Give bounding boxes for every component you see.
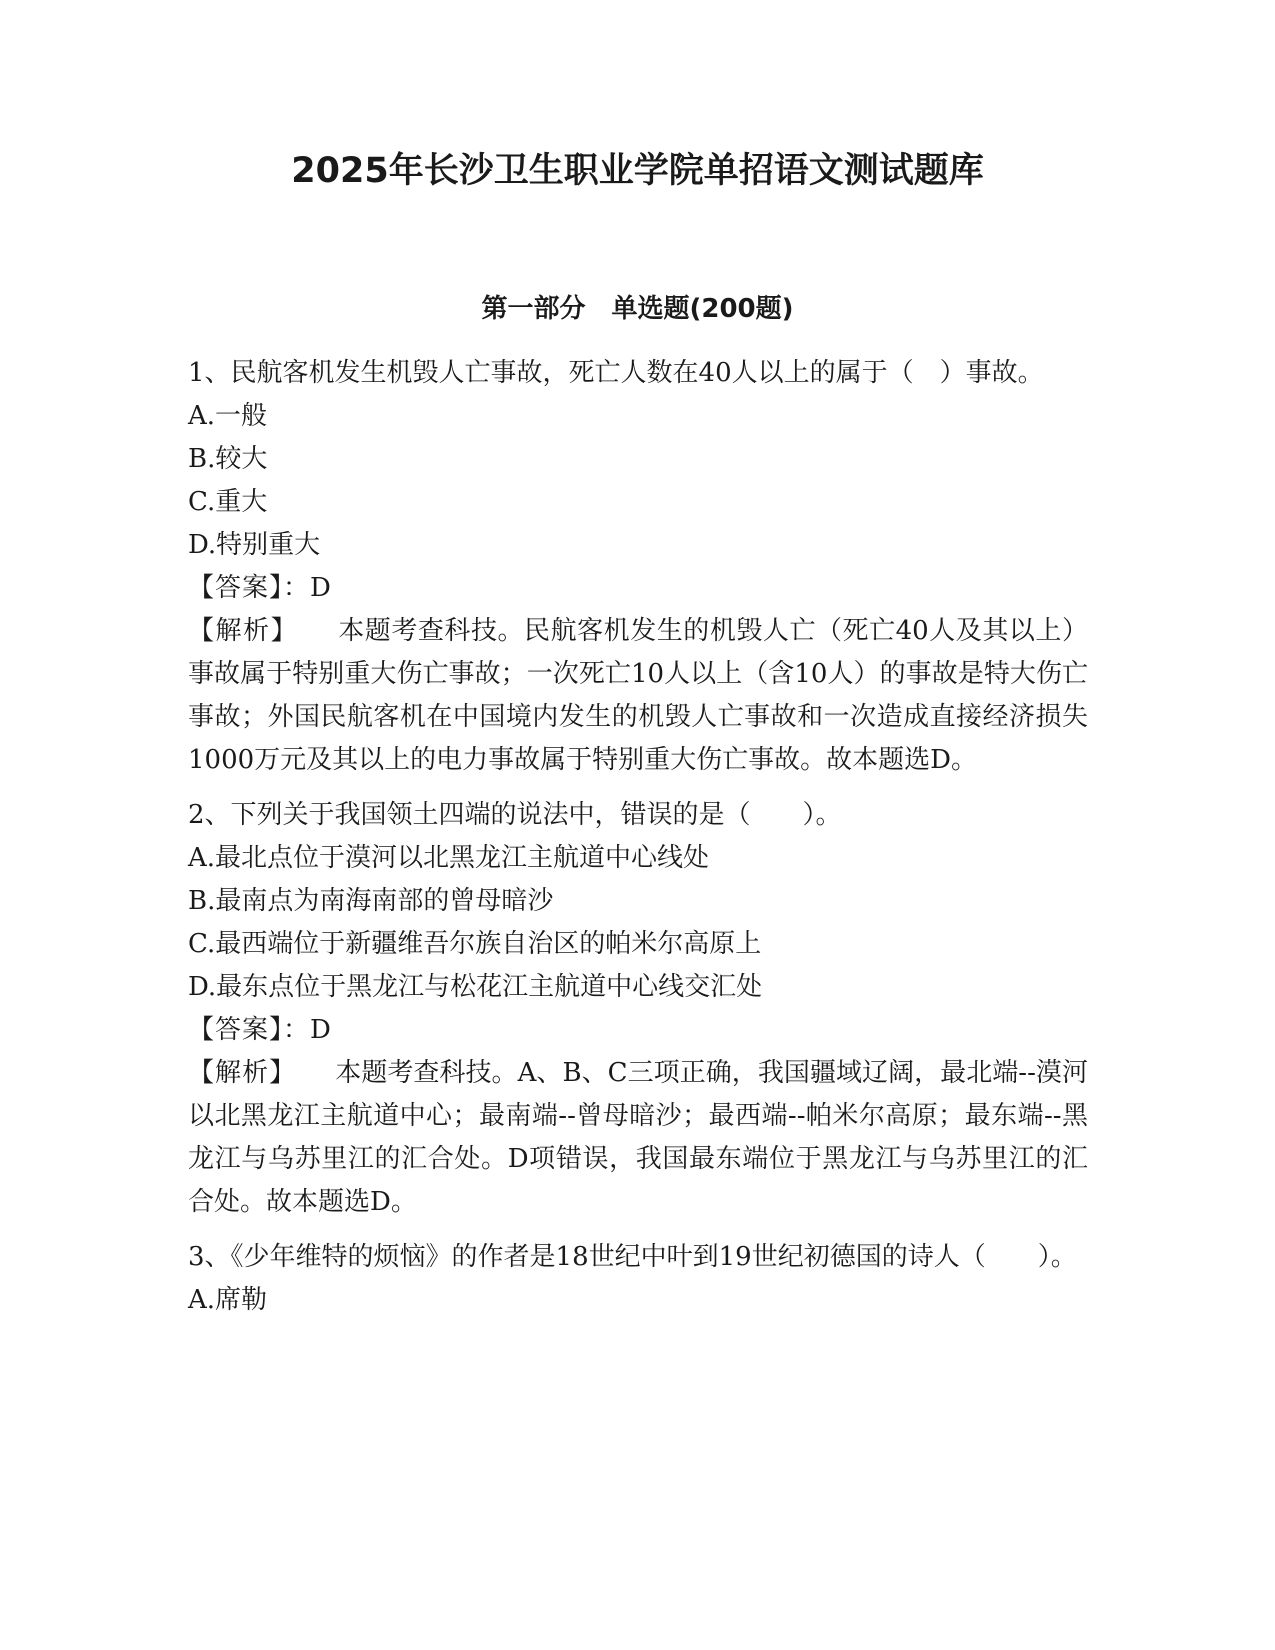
answer-value: D — [310, 573, 331, 603]
analysis-text: 本题考查科技。A、B、C三项正确，我国疆域辽阔，最北端--漠河以北黑龙江主航道中心；最南端--曾母暗沙；最西端--帕米尔高原；最东端--黑龙江与乌苏里江的汇合处。D项错误，我国最东端位于黑龙江与乌苏里江的汇合处。故本题选D。 — [188, 1058, 1088, 1217]
analysis-paragraph — [188, 1052, 1088, 1224]
option-d: D.特别重大 — [188, 530, 321, 560]
option-a: A.一般 — [188, 401, 268, 431]
section-heading: 第一部分 单选题(200题) — [481, 294, 794, 324]
answer-label: 【答案】： — [188, 1015, 311, 1045]
question-1 — [188, 352, 1088, 782]
option-c: C.重大 — [188, 487, 268, 517]
answer-value: D — [310, 1015, 331, 1045]
question-2 — [188, 794, 1088, 1224]
analysis-paragraph — [188, 610, 1088, 782]
analysis-text: 本题考查科技。民航客机发生的机毁人亡（死亡40人及其以上）事故属于特别重大伤亡事故；一次死亡10人以上（含10人）的事故是特大伤亡事故；外国民航客机在中国境内发生的机毁人亡事故和一次造成直接经济损失1000万元及其以上的电力事故属于特别重大伤亡事故。故本题选D。 — [188, 616, 1088, 775]
analysis-label: 【解析】 — [188, 1058, 284, 1088]
answer-line — [188, 1009, 1088, 1052]
option-b: B.最南点为南海南部的曾母暗沙 — [188, 886, 554, 916]
option-c: C.最西端位于新疆维吾尔族自治区的帕米尔高原上 — [188, 929, 762, 959]
answer-label: 【答案】： — [188, 573, 311, 603]
question-stem: 1、民航客机发生机毁人亡事故，死亡人数在40人以上的属于（ ）事故。 — [188, 358, 1044, 388]
document-title: 2025年长沙卫生职业学院单招语文测试题库 — [291, 151, 984, 191]
option-d: D.最东点位于黑龙江与松花江主航道中心线交汇处 — [188, 972, 763, 1002]
option-a: A.席勒 — [188, 1285, 268, 1315]
question-3 — [188, 1236, 1088, 1322]
option-a: A.最北点位于漠河以北黑龙江主航道中心线处 — [188, 843, 710, 873]
question-stem: 2、下列关于我国领土四端的说法中，错误的是（ ）。 — [188, 800, 842, 830]
analysis-label: 【解析】 — [188, 616, 286, 646]
question-list — [188, 352, 1088, 1334]
question-stem: 3、《少年维特的烦恼》的作者是18世纪中叶到19世纪初德国的诗人（ ）。 — [188, 1242, 1077, 1272]
option-b: B.较大 — [188, 444, 268, 474]
answer-line — [188, 567, 1088, 610]
